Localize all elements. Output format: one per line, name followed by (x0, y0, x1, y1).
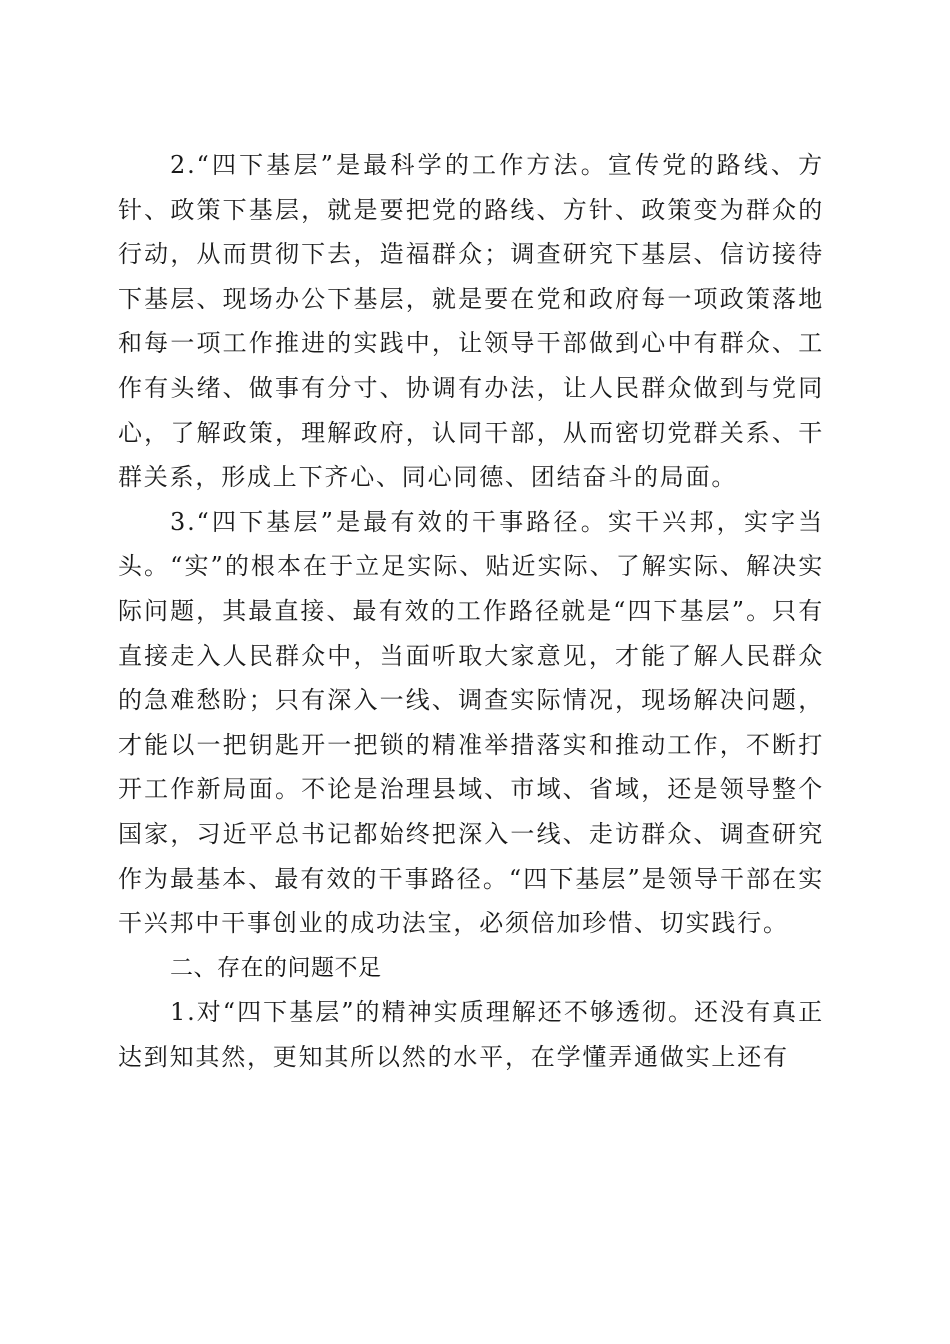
paragraph-path: 3.“四下基层”是最有效的干事路径。实干兴邦，实字当头。“实”的根本在于立足实际、贴近实际、了解实际、解决实际问题，其最直接、最有效的工作路径就是“四下基层”。只有直接走入人民群众中，当面听取大家意见，才能了解人民群众的急难愁盼；只有深入一线、调查实际情况，现场解决问题，才能以一把钥匙开一把锁的精准举措落实和推动工作，不断打开工作新局面。不论是治理县域、市域、省域，还是领导整个国家，习近平总书记都始终把深入一线、走访群众、调查研究作为最基本、最有效的干事路径。“四下基层”是领导干部在实干兴邦中干事创业的成功法宝，必须倍加珍惜、切实践行。 (118, 507, 824, 938)
document-body (118, 143, 824, 1079)
paragraph-method: 2.“四下基层”是最科学的工作方法。宣传党的路线、方针、政策下基层，就是要把党的路线、方针、政策变为群众的行动，从而贯彻下去，造福群众；调查研究下基层、信访接待下基层、现场办公下基层，就是要在党和政府每一项政策落地和每一项工作推进的实践中，让领导干部做到心中有群众、工作有头绪、做事有分寸、协调有办法，让人民群众做到与党同心，了解政策，理解政府，认同干部，从而密切党群关系、干群关系，形成上下齐心、同心同德、团结奋斗的局面。 (118, 151, 824, 492)
section-heading-problems: 二、存在的问题不足 (170, 954, 382, 981)
paragraph-problem-1: 1.对“四下基层”的精神实质理解还不够透彻。还没有真正达到知其然，更知其所以然的水平，在学懂弄通做实上还有 (118, 998, 824, 1071)
